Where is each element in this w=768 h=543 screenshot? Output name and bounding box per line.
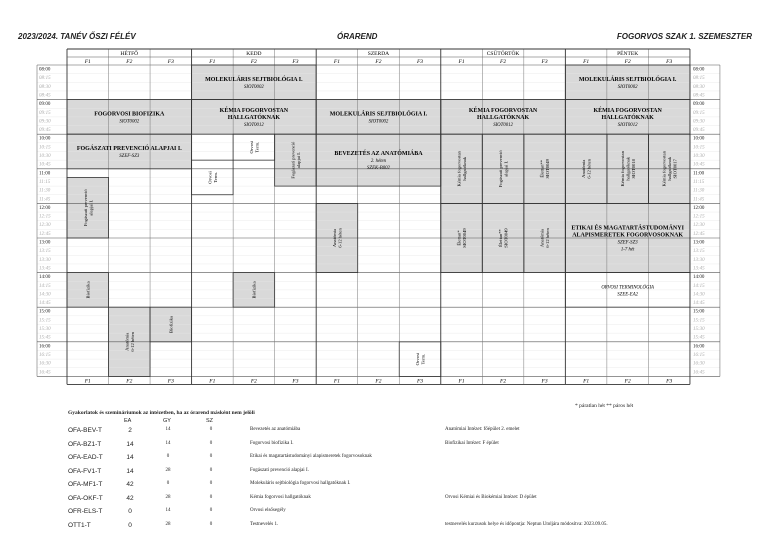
event-label: SIOT0002 [617,84,638,90]
time-label-right: 10:15 [692,145,705,151]
group-footer: F2 [500,378,507,385]
time-label-left: 14:45 [39,301,51,307]
time-label-right: 15:15 [692,318,705,324]
time-label-left: 09:45 [39,128,51,134]
event-label: Biofizika [251,281,257,299]
time-label-left: 08:00 [39,67,51,73]
group-footer: F1 [333,378,341,385]
time-label-left: 11:45 [39,197,51,203]
time-label-left: 09:00 [39,102,51,108]
group-footer: F3 [292,378,299,385]
event-label: HALLGATÓKNAK [227,114,281,121]
time-label-left: 16:15 [39,352,51,358]
event-label: SIOT0012 [244,122,264,128]
time-label-right: 16:00 [692,344,705,350]
time-label-left: 13:30 [39,257,51,263]
event-label: MOLEKULÁRIS SEJTBIOLÓGIA I. [329,111,428,118]
time-label-left: 14:30 [39,292,51,298]
group-header: F3 [292,59,299,65]
event-label: hallgatóknak [462,156,468,181]
event-label: SIOT0012 [493,122,513,128]
event-label: SIOT0002 [368,119,389,125]
time-label-right: 11:15 [692,179,705,185]
event-label: SZEF-SZ3 [119,154,140,159]
event-label: SIOT0018 [630,159,636,179]
course-gy-hours: 28 [165,521,171,527]
group-header: F1 [583,59,590,65]
event-label: FOGORVOSI BIOFIZIKA [94,111,165,118]
event-label: ORVOSI TERMINOLÓGIA [601,285,654,291]
event-label: SIOT0017 [672,159,678,179]
course-ea-hours: 42 [126,481,134,488]
footnote-title: Gyakorlatok és szemináriumok az intézetben, ha az órarend másként nem jelöli [68,410,255,416]
course-ea-hours: 0 [128,508,132,515]
time-label-left: 15:00 [39,309,51,315]
course-gy-hours: 0 [166,481,170,486]
day-header: SZERDA [367,51,390,57]
group-header: F2 [126,59,133,65]
course-ea-hours: 2 [128,427,132,434]
time-label-left: 13:15 [39,249,51,255]
time-label-right: 12:15 [692,214,705,220]
day-header: PÉNTEK [617,51,639,57]
event-label: ETIKAI ÉS MAGATARTÁSTUDOMÁNYI [571,225,684,232]
event-label: HALLGATÓKNAK [476,114,530,121]
course-code: OFA-OKF-T [68,494,103,502]
time-label-left: 16:45 [39,370,51,376]
event-label: Orvosi [207,171,213,184]
group-footer: F3 [541,378,548,385]
course-code: OFA-BEV-T [68,427,102,434]
event-label: BEVEZETÉS AZ ANATÓMIÁBA [334,151,423,158]
event-label: Kémia fogorvostan [661,151,667,187]
group-header: F2 [375,59,382,65]
course-ea-hours: 14 [126,467,134,475]
event-label: Biofizika [168,315,174,334]
time-label-right: 12:00 [692,205,705,211]
course-place: Anatómiai Intézet: főépület 2. emelet [445,427,520,432]
course-sz-hours: 0 [209,494,213,500]
course-sz-hours: 0 [209,440,213,446]
event-label: SIOT0002 [119,119,140,125]
group-footer: F2 [126,378,133,385]
time-label-right: 14:00 [692,275,705,281]
group-header: F3 [541,59,548,65]
event-label: 2. héten [370,159,387,165]
course-sz-hours: 0 [209,454,213,459]
course-sz-hours: 0 [209,467,213,473]
event-label: MOLEKULÁRIS SEJTBIOLÓGIA I. [578,76,677,83]
event-label: alapjai I. [88,199,94,216]
event-label: 6-12 héten [337,228,343,248]
time-label-left: 12:00 [39,205,51,211]
course-gy-hours: 28 [165,494,171,500]
event-label: Élettan** [539,159,545,178]
time-label-right: 13:15 [692,249,705,255]
group-footer: F2 [375,378,382,385]
time-label-left: 08:30 [39,84,51,90]
event-label: HALLGATÓKNAK [601,114,654,121]
group-header: F1 [209,59,216,65]
event-label: KÉMIA FOGORVOSTAN [468,107,538,114]
time-label-right: 09:00 [692,102,705,108]
event-label: SZEE-EA2 [617,292,639,298]
event-label: SIOT0049 [545,159,551,179]
event-label: KÉMIA FOGORVOSTAN [219,107,289,114]
event-label: Term. [420,353,426,365]
time-label-left: 11:15 [39,179,51,185]
course-ea-hours: 14 [126,454,134,461]
event-label: hallgatóknak [625,156,631,181]
event-label: MOLEKULÁRIS SEJTBIOLÓGIA I. [205,76,303,83]
course-sz-hours: 0 [209,508,213,513]
time-label-left: 14:00 [39,275,51,281]
time-label-left: 12:15 [39,214,51,220]
time-label-right: 15:45 [692,335,705,341]
day-header: HÉTFŐ [120,51,139,57]
event-label: Anatómia [331,228,337,248]
course-ea-hours: 42 [126,494,134,502]
event-label: SIOT0049 [503,228,509,248]
day-header: CSÜTÖRTÖK [486,51,520,57]
sz-column-header: SZ [206,418,214,424]
course-subject: Fogászati prevenció alapjai I. [250,467,309,473]
event-label: 6-12 héten [586,159,592,179]
course-subject: Etikai és magatartástudományi alapismeretek fogorvosoknak [250,454,372,459]
event-label: SIOT0002 [244,84,264,90]
group-header: F2 [250,59,257,65]
group-footer: F3 [666,378,673,385]
course-sz-hours: 0 [209,427,213,432]
time-label-left: 09:15 [39,110,51,116]
course-place: Biofizikai Intézet: F épület [445,440,499,446]
time-label-left: 12:30 [39,223,51,229]
group-footer: F3 [167,378,174,385]
time-label-left: 11:30 [39,188,51,194]
event-label: 6-12 héten [129,332,135,352]
event-label: KÉMIA FOGORVOSTAN [593,107,662,114]
event-label: Fogászati prevenció [498,150,504,188]
time-label-right: 13:00 [692,240,705,246]
event-label: ALAPISMERETEK FOGORVOSOKNAK [572,232,684,239]
time-label-left: 15:45 [39,335,51,341]
course-place: testnevelés kurzusok helye és időpontja: Neptun Utoljára módosítva: 2023.09.05. [445,521,608,527]
time-label-right: 16:15 [692,352,705,358]
gy-column-header: GY [163,418,171,424]
event-label: Term. [212,172,218,183]
event-label: Anatómia [124,332,130,351]
group-footer: F1 [209,378,216,385]
event-label: alapjai I. [503,160,509,177]
time-label-left: 08:15 [39,76,51,82]
group-header: F3 [167,59,174,65]
event-label: Fogászati prevenció [82,189,88,227]
time-label-right: 10:00 [692,136,705,142]
time-label-right: 12:45 [692,231,705,237]
group-footer: F3 [416,378,424,385]
group-footer: F1 [84,378,91,385]
course-code: OFR-ELS-T [68,508,103,515]
time-label-left: 12:45 [39,231,51,237]
group-footer: F2 [624,378,631,385]
course-subject: Orvosi elsősegély [250,508,286,513]
page-title: ÓRAREND [337,32,378,41]
course-subject: Fogorvosi biofizika I. [250,440,294,446]
day-header: KEDD [246,51,262,57]
course-code: OFA-BZ1-T [68,440,102,448]
event-label: Kémia fogorvostan [456,151,462,187]
ea-column-header: EA [124,418,132,424]
course-subject: Kémia fogorvosi hallgatóknak [250,494,311,500]
event-label: Élettan** [498,229,504,247]
event-label: alapjai I. [295,152,301,169]
time-label-left: 15:15 [39,318,51,324]
time-label-right: 11:00 [692,171,705,177]
time-label-right: 14:15 [692,283,705,289]
course-code: OFA-EAD-T [68,454,103,461]
group-footer: F1 [458,378,465,385]
event-label: 1-7 hét [620,247,635,253]
course-gy-hours: 14 [165,427,171,432]
course-subject: Bevezetés az anatómiába [250,427,301,432]
course-code: OFA-FV1-T [68,467,102,475]
course-code: OTT1-T [68,521,91,529]
time-label-left: 10:00 [39,136,51,142]
group-header: F2 [624,59,631,65]
time-label-left: 15:30 [39,327,51,332]
event-label: hallgatóknak [666,156,672,181]
time-label-left: 16:00 [39,344,51,350]
time-label-right: 08:15 [692,76,705,82]
group-header: F1 [458,59,465,65]
course-ea-hours: 14 [126,440,134,448]
group-header: F3 [416,59,424,65]
event-label: Fogászati prevenció [290,141,296,179]
time-label-left: 09:30 [39,119,51,125]
event-label: FOGÁSZATI PREVENCIÓ ALAPJAI I. [76,146,182,152]
time-label-left: 14:15 [39,283,51,289]
time-label-right: 08:30 [692,84,705,90]
event-label: Orvosi [415,352,421,366]
program-title: FOGORVOS SZAK 1. SZEMESZTER [616,32,752,41]
time-label-right: 08:45 [692,93,705,99]
event-label: Anatómia [581,159,587,178]
time-label-left: 08:45 [39,93,51,99]
group-header: F1 [333,59,341,65]
event-label: Anatómia [539,228,545,248]
week-legend: * páratlan hét ** páros hét [575,403,634,409]
time-label-left: 10:45 [39,162,51,168]
course-ea-hours: 0 [128,521,132,529]
time-label-left: 13:00 [39,240,51,246]
course-gy-hours: 14 [165,440,171,446]
course-gy-hours: 28 [165,467,171,473]
course-gy-hours: 0 [166,454,170,459]
course-code: OFA-MF1-T [68,481,103,488]
time-label-left: 10:30 [39,154,51,159]
time-label-right: 09:15 [692,110,705,116]
time-label-right: 11:45 [692,197,705,203]
course-subject: Testnevelés 1. [250,521,279,527]
time-label-right: 15:00 [692,309,705,315]
time-label-right: 09:45 [692,128,705,134]
time-label-right: 09:30 [692,119,705,125]
time-label-right: 10:30 [692,154,705,159]
event-label: Term. [254,141,260,153]
time-label-left: 16:30 [39,361,51,367]
event-label: Orvosi [248,140,254,154]
time-label-right: 16:45 [692,370,705,376]
course-gy-hours: 14 [165,508,171,513]
time-label-left: 11:00 [39,171,51,177]
event-label: Élettan* [456,230,462,246]
event-label: SZEF-SZ3 [617,240,638,246]
group-header: F3 [666,59,673,65]
event-label: 6-12 héten [545,228,551,248]
group-header: F2 [500,59,507,65]
course-sz-hours: 0 [209,521,213,527]
event-label: Kémia fogorvostan [619,151,625,187]
time-label-left: 13:45 [39,266,51,272]
event-label: Biofizika [85,281,91,299]
course-subject: Molekuláris sejtbiológia fogorvosi hallgatóknak I. [250,481,351,486]
course-place: Orvosi Kémiai és Biokémiai Intézet: D épület [445,494,537,500]
semester-title: 2023/2024. TANÉV ŐSZI FÉLÉV [18,32,136,41]
time-label-right: 13:45 [692,266,705,272]
group-footer: F2 [250,378,257,385]
time-label-right: 11:30 [692,188,705,194]
time-label-left: 10:15 [39,145,51,151]
event-label: SIOT0012 [617,122,638,128]
time-label-right: 10:45 [692,162,705,168]
time-label-right: 15:30 [692,327,705,332]
time-label-right: 08:00 [692,67,705,73]
time-label-right: 12:30 [692,223,705,229]
time-label-right: 13:30 [692,257,705,263]
group-header: F1 [84,59,91,65]
time-label-right: 14:45 [692,301,705,307]
time-label-right: 14:30 [692,292,705,298]
time-label-right: 16:30 [692,361,705,367]
event-label: SZEK-B002 [367,166,390,172]
event-label: SIOT0049 [462,228,468,248]
course-sz-hours: 0 [209,481,213,486]
group-footer: F1 [583,378,590,385]
